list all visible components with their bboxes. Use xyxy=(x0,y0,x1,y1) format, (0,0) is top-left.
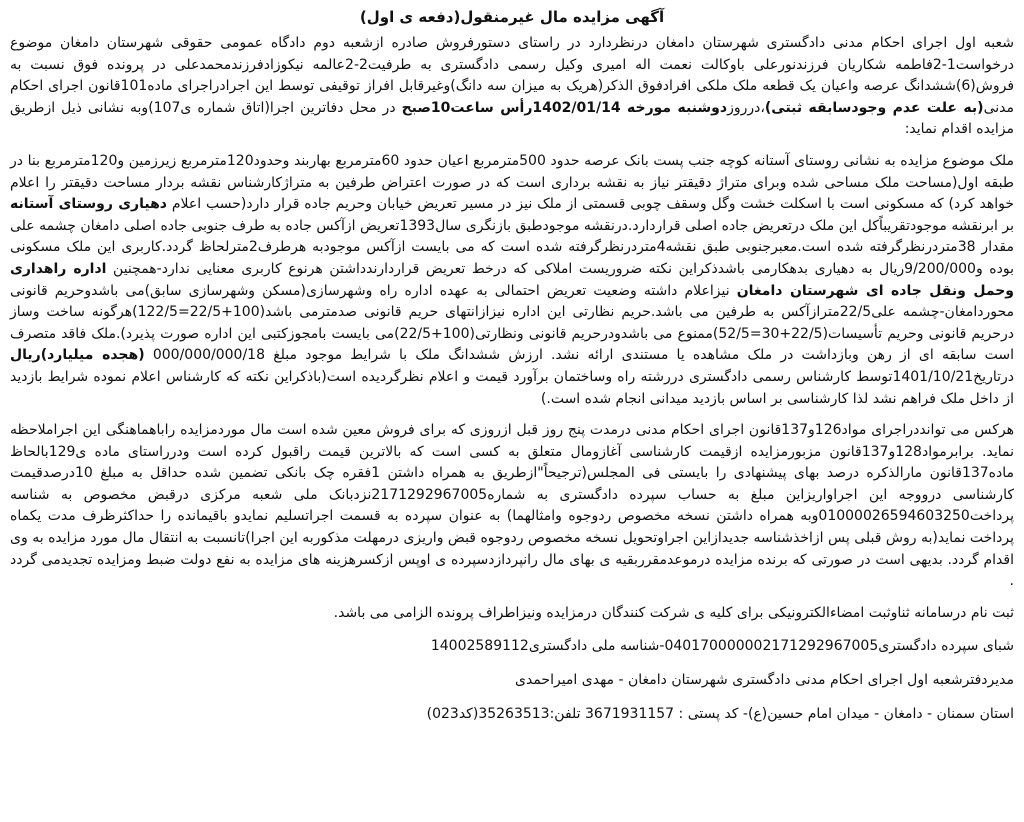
intro-connector: ،درروز xyxy=(727,99,765,116)
property-text-4: درتاریخ1401/10/21توسط کارشناس رسمی دادگستری دررشته راه وساختمان برآورد قیمت و اعلام نظرگردیده است(باذکراین نکته که کارشناس اعلام نموده شرایط بازدید از داخل ملک فراهم نشد لذا کارشناسی بر اساس بازدید میدانی انجام شده است.) xyxy=(10,368,1014,407)
intro-text: شعبه اول اجرای احکام مدنی دادگستری شهرستان دامغان درنظردارد در راستای دستورفروش صادره ازشعبه دوم دادگاه عمومی حقوقی شهرستان دامغان موضوع درخواست1-2فاطمه شکاریان فرزندنورعلی باوکالت نعمت اله امیری وکیل رسمی دادگستری به طرفیت2-2عالمه نیکوزادفرزندمحمدعلی در پرونده فوق نسبت به فروش(6)ششدانگ عرصه واعیان یک قطعه ملک ملکی افرادفوق الذکر(هریک به میزان سه دانگ)وغیرقابل افراز توقیفی توسط این اجرادراجرای ماده101قانون اجرای احکام مدنی xyxy=(10,35,1015,116)
terms-paragraph: هرکس می توانددراجرای مواد126و137قانون اجرای احکام مدنی درمدت پنج روز قبل ازروزی که برای فروش معین شده است مال موردمزایده راباهماهنگی این اجراملاحظه نماید. برابرمواد128و137قانون مزبورمزایده ازقیمت کارشناسی آغازومال متعلق به کسی است که بالاترین قیمت راقبول کرده است ودرراستای ماده ی129بالحاظ ماده137قانون مارالذکره درصد بهای پیشنهادی را بایستی فی المجلس(ترجیحاً"ازطریق به همراه داشتن 1فقره چک بانکی تضمین شده حداقل به مبلغ 10درصدقیمت کارشناسی درووجه این اجراواریزاین مبلغ به حساب سپرده دادگستری به شماره2171292967005نزدبانک ملی شعبه مرکزی درقبض مخصوص به شناسه پرداخت01000026594603250وبه همراه داشتن نسخه مخصوص ردوجوه وامثالهما) به عنوان سپرده به قسمت اجراتسلیم نمایدو باقیمانده را حداکثرظرف مدت یکماه پرداخت نماید(به روش قبلی پس ازاخذشناسه جدیدازاین اجراوتحویل نسخه مخصوص ردوجوه قبض واریزی درمهلت مذکوربه این اجرا)تانسبت به انتقال مال مورد مزایده به وی اقدام گردد. بدیهی است در صورتی که برنده مزایده درموعدمقرربقیه ی بهای مال رانپردازدسپرده ی اوپس ازکسرهزینه های مزایده به نفع دولت ضبط ومزایده تجدیدمی گردد . xyxy=(10,422,1015,590)
property-text-1: ملک موضوع مزایده به نشانی روستای آستانه کوچه جنب پست بانک عرصه حدود 500مترمربع اعیان حدود 60مترمربع بهاربند وحدود120مترمربع زیرزمین و120مترمربع بنا در طبقه اول(مساحت ملک مساحی شده وبرای متراژ دقیقتر نیاز به نقشه برداری است که در صورت اعتراض طرفین به متراژکارشناس نقشه بردار مساحت دقیقتر را اعلام خواهد کرد) که مسکونی است با اسکلت خشت وگل وسقف چوبی قسمتی از ملک نیز در مسیر تعریض خیابان وحریم جاده قرار دارد(حسب اعلام xyxy=(10,152,1015,213)
village-council-name: دهیاری روستای آستانه xyxy=(10,196,167,213)
property-description-paragraph xyxy=(10,151,1014,410)
no-registration-note: (به علت عدم وجودسابقه ثبتی) xyxy=(764,99,984,116)
property-text-3: نیزاعلام داشته وضعیت تعریض احتمالی به عهده اداره راه وشهرسازی(مسکن وشهرسازی سابق)می باشدوحریم قانونی محوردامغان-چشمه علی22/5مترازآکس به طرفین می باشد.حریم نظارتی این اداره نیزازانتهای حریم قانونی صدمترمی باشد(100+22/5=122/5)هرگونه ساخت وساز درحریم قانونی وحریم تأسیسات(22/5+30=52/5)ممنوع می باشدودرحریم قانونی ونظارتی(100+22/5)می بایست بامجوزکتبی این اداره صورت پذیرد).ملک فاقد متصرف است سابقه ای از رهن وبازداشت در ملک مشاهده یا مستندی ارائه نشد. ارزش ششدانگ ملک با شرایط موجود مبلغ 000/000/000/18 xyxy=(10,282,1015,364)
notice-title: آگهی مزایده مال غیرمنقول(دفعه ی اول) xyxy=(359,8,665,26)
office-manager-line: مدیردفترشعبه اول اجرای احکام مدنی دادگستری شهرستان دامغان - مهدی امیراحمدی xyxy=(515,672,1014,689)
intro-location: در محل دفاترین اجرا(اتاق شماره ی107)وبه نشانی ذیل ازطریق مزایده اقدام نماید: xyxy=(10,99,1014,138)
road-office-name: اداره راهداری وحمل ونقل جاده ای شهرستان دامغان xyxy=(10,260,1014,299)
valuation-words: (هجده میلیارد)ریال xyxy=(10,347,145,364)
auction-notice-page xyxy=(10,6,1014,818)
registration-note: ثبت نام درسامانه ثناوثبت امضاءالکترونیکی برای کلیه ی شرکت کنندگان درمزایده ونیزاطراف پرونده الزامی می باشد. xyxy=(333,604,1014,621)
property-text-2: بر ابرنقشه موجودتقریباًکل این ملک درتعریض جاده اصلی قراردارد.درنقشه موجودطبق بازنگری سال1393تعریض ازآکس جاده به طرف جنوبی جاده اصلی دامغان چشمه علی مقدار 38متردرنظرگرفته شده است.معبرجنوبی طبق نقشه4متردرنظرگرفته شده است که می بایست ازآکس موجودبه هرطرف2مترلحاظ گردد.کاربری این ملک مسکونی بوده و9/200/000ریال به دهیاری بدهکارمی باشدذکراین نکته ضروریست املاکی که درخط تعریض قراردارندداشتن هرنوع کاربری معنایی ندارد-همچنین xyxy=(10,217,1015,277)
bank-account-line: شبای سپرده دادگستری040170000002171292967005-شناسه ملی دادگستری14002589112 xyxy=(430,638,1014,655)
address-line: استان سمنان - دامغان - میدان امام حسین(ع)- کد پستی : 3671931157 تلفن:35263513(کد023) xyxy=(426,705,1014,722)
auction-datetime: دوشنبه مورخه 1402/01/14رأس ساعت10صبح xyxy=(401,99,728,116)
intro-paragraph xyxy=(10,33,1014,141)
